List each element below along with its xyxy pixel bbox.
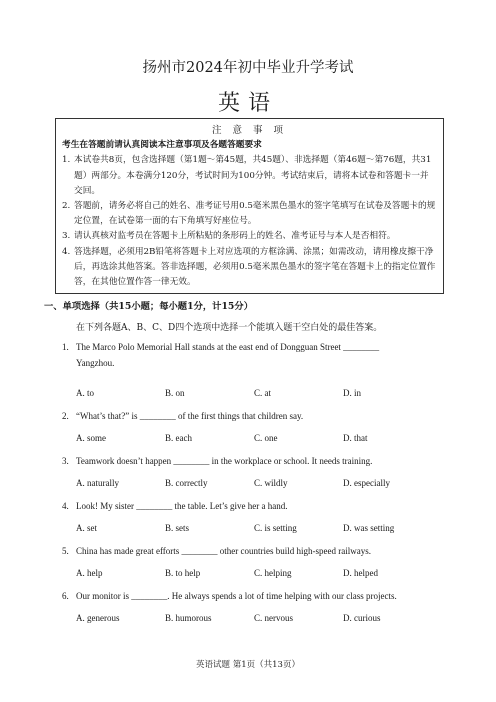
notice-heading: 注 意 事 项 <box>211 125 288 136</box>
question-stem: Look! My sister ________ the table. Let’s give her a hand. <box>76 501 288 511</box>
notice-box <box>55 118 444 294</box>
question-1 <box>62 342 462 368</box>
option-a: A. to <box>76 388 94 398</box>
exam-title: 扬州市2024年初中毕业升学考试 <box>142 60 354 76</box>
option-a: A. help <box>76 568 103 578</box>
option-d: D. curious <box>343 613 381 623</box>
option-b: B. correctly <box>165 478 208 488</box>
options-row <box>76 568 456 578</box>
section-title: 一、单项选择（共15小题；每小题1分，计15分） <box>44 301 253 312</box>
question-stem: The Marco Polo Memorial Hall stands at the east end of Dongguan Street ________ <box>76 342 380 352</box>
section-instruction: 在下列各题A、B、C、D四个选项中选择一个能填入题干空白处的最佳答案。 <box>76 323 383 333</box>
option-c: C. helping <box>254 568 292 578</box>
option-d: D. that <box>343 433 368 443</box>
notice-item-number: 2. <box>62 201 71 212</box>
notice-intro: 考生在答题前请认真阅读本注意事项及各题答题要求 <box>62 140 262 151</box>
notice-item-text: 答题前，请务必将自己的姓名、准考证号用0.5毫米黑色墨水的签字笔填写在试卷及答题卡的规定位置，在试卷第一面的右下角填写好座位号。 <box>74 201 436 227</box>
question-stem: “What’s that?” is ________ of the first things that children say. <box>76 411 304 421</box>
question-stem: Our monitor is ________. He always spends a lot of time helping with our class projects. <box>76 591 397 601</box>
options-row <box>76 523 456 533</box>
question-number: 1. <box>62 342 69 352</box>
options-row <box>76 478 456 488</box>
option-b: B. on <box>165 388 185 398</box>
options-row <box>76 388 456 398</box>
notice-item-number: 1. <box>62 155 71 166</box>
notice-item-text: 本试卷共8页，包含选择题（第1题～第45题，共45题）、非选择题（第46题～第76题，共31题）两部分。本卷满分120分，考试时间为100分钟。考试结束后，请将本试卷和答题卡一并交回。 <box>74 155 432 196</box>
option-a: A. generous <box>76 613 120 623</box>
options-row <box>76 433 456 443</box>
notice-item-text: 答选择题，必须用2B铅笔将答题卡上对应选项的方框涂满、涂黑；如需改动，请用橡皮擦干净后，再选涂其他答案。答非选择题，必须用0.5毫米黑色墨水的签字笔在答题卡上的指定位置作答，在其他位置作答一律无效。 <box>74 246 436 288</box>
notice-item <box>62 229 437 244</box>
question-5 <box>62 546 462 556</box>
notice-item-number: 4. <box>62 246 71 257</box>
notice-item <box>62 153 437 199</box>
notice-item <box>62 199 437 229</box>
option-c: C. wildly <box>254 478 288 488</box>
option-d: D. was setting <box>343 523 395 533</box>
question-number: 6. <box>62 591 69 601</box>
page-footer: 英语试题 第1页（共13页） <box>196 660 300 670</box>
option-a: A. some <box>76 433 106 443</box>
option-b: B. sets <box>165 523 190 533</box>
question-number: 5. <box>62 546 69 556</box>
option-b: B. to help <box>165 568 201 578</box>
notice-item-text: 请认真核对监考员在答题卡上所粘贴的条形码上的姓名、准考证号与本人是否相符。 <box>74 231 396 242</box>
question-stem: Teamwork doesn’t happen ________ in the workplace or school. It needs training. <box>76 456 373 466</box>
option-c: C. one <box>254 433 278 443</box>
option-b: B. humorous <box>165 613 212 623</box>
option-a: A. naturally <box>76 478 119 488</box>
option-c: C. is setting <box>254 523 297 533</box>
question-3 <box>62 456 462 466</box>
notice-item-number: 3. <box>62 231 71 242</box>
question-4 <box>62 501 462 511</box>
question-stem-continuation: Yangzhou. <box>76 358 115 368</box>
notice-item <box>62 245 437 291</box>
options-row <box>76 613 456 623</box>
option-d: D. in <box>343 388 361 398</box>
question-stem: China has made great efforts ________ other countries build high-speed railways. <box>76 546 372 556</box>
question-number: 2. <box>62 411 69 421</box>
question-number: 4. <box>62 501 69 511</box>
exam-subject: 英语 <box>217 91 278 116</box>
question-2 <box>62 411 462 421</box>
option-d: D. helped <box>343 568 378 578</box>
question-6 <box>62 591 462 601</box>
option-b: B. each <box>165 433 192 443</box>
question-number: 3. <box>62 456 69 466</box>
option-a: A. set <box>76 523 97 533</box>
option-c: C. at <box>254 388 271 398</box>
option-d: D. especially <box>343 478 390 488</box>
option-c: C. nervous <box>254 613 293 623</box>
